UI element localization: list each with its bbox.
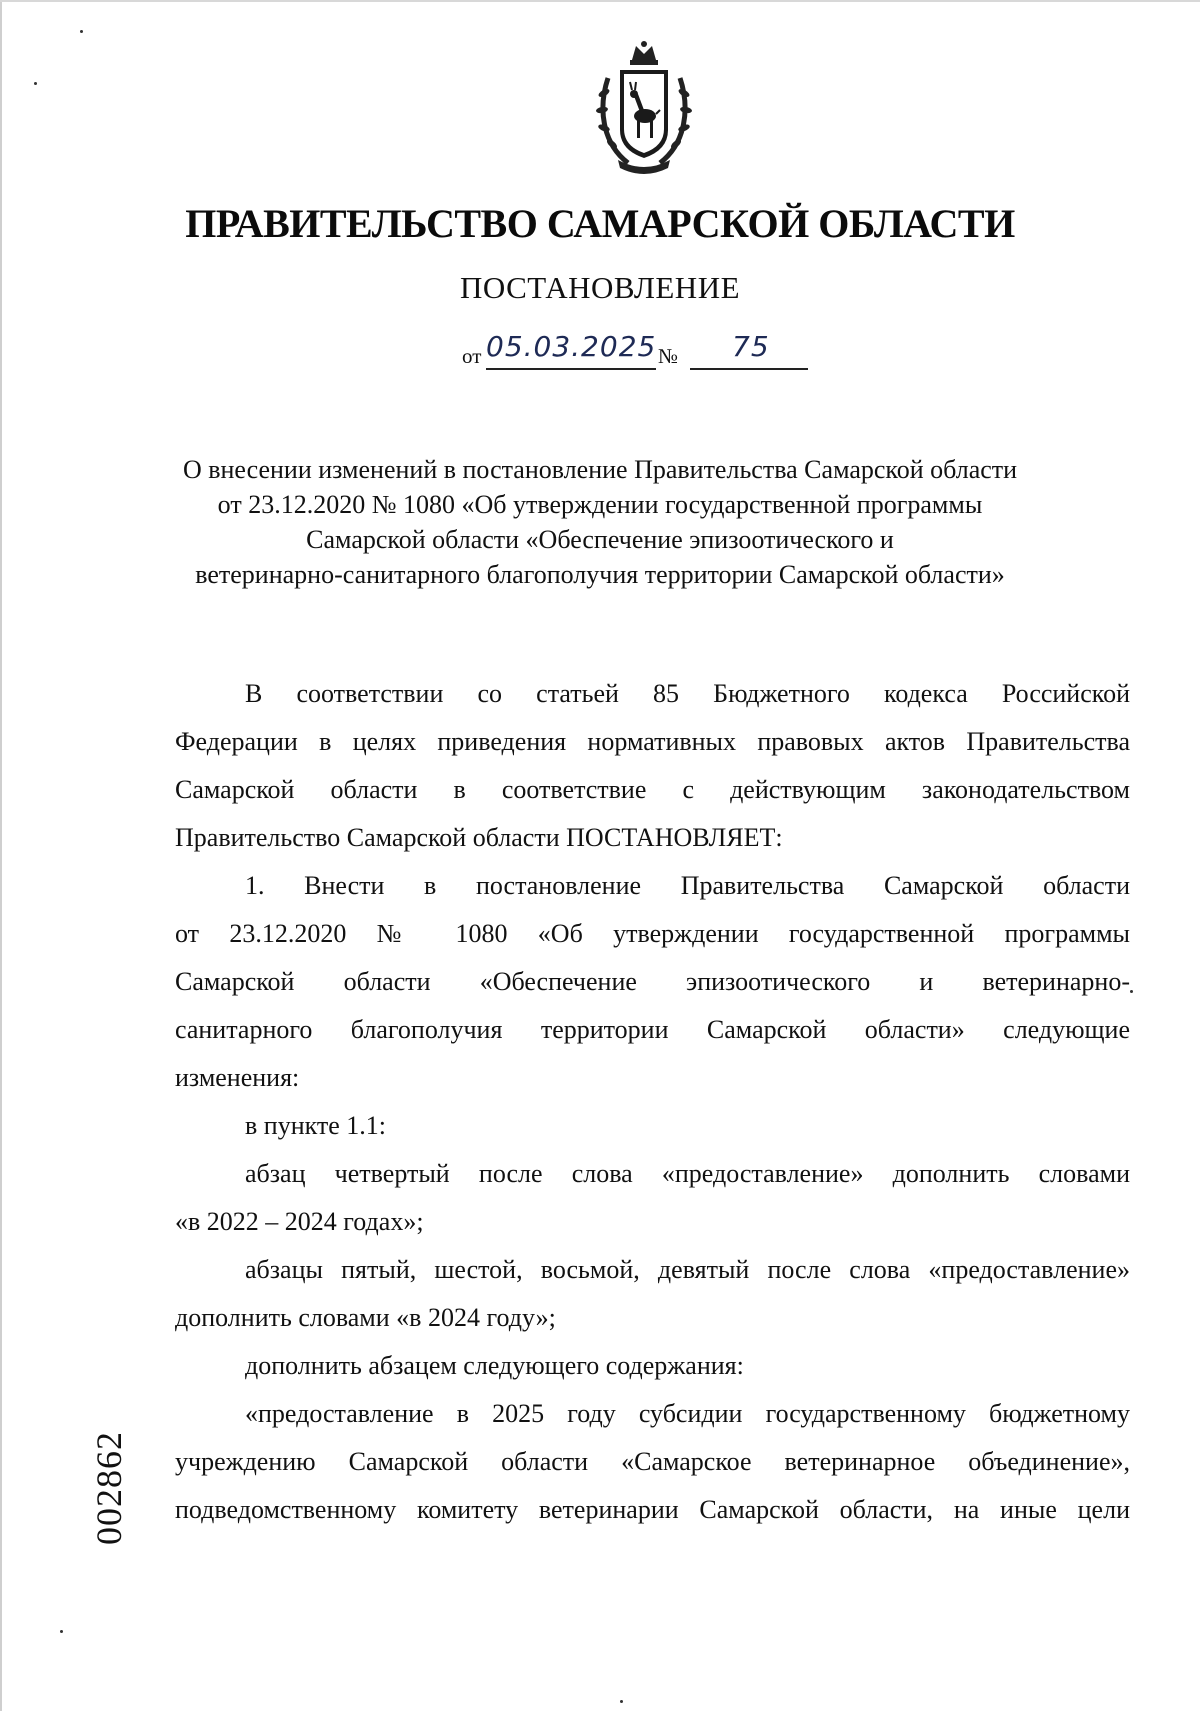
handwritten-date: 05.03.2025 <box>486 330 657 363</box>
body-line: подведомственному комитету ветеринарии Самарской области, на иные цели <box>175 1495 1130 1524</box>
body-line: от 23.12.2020 № 1080 «Об утверждении государственной программы <box>175 919 1130 948</box>
body-line: Федерации в целях приведения нормативных правовых актов Правительства <box>175 727 1130 756</box>
body-line: Самарской области «Обеспечение эпизоотического и ветеринарно- <box>175 967 1130 996</box>
body-line: Самарской области в соответствие с действующим законодательством <box>175 775 1130 804</box>
handwritten-number: 75 <box>732 330 770 363</box>
scan-speck <box>80 30 83 33</box>
scan-speck <box>60 1630 63 1633</box>
date-number-line <box>462 330 862 370</box>
document-type: ПОСТАНОВЛЕНИЕ <box>459 270 741 305</box>
organization-title: ПРАВИТЕЛЬСТВО САМАРСКОЙ ОБЛАСТИ <box>185 201 1015 246</box>
date-prefix: от <box>462 344 482 368</box>
subject-line: Самарской области «Обеспечение эпизоотического и <box>306 525 894 554</box>
subject-line: ветеринарно-санитарного благополучия территории Самарской области» <box>195 560 1005 589</box>
body-line: Правительство Самарской области ПОСТАНОВЛЯЕТ: <box>175 823 783 852</box>
date-underline <box>486 368 656 370</box>
scan-speck <box>1130 990 1133 993</box>
number-prefix: № <box>658 344 679 368</box>
body-line: дополнить абзацем следующего содержания: <box>245 1351 744 1380</box>
number-underline <box>690 368 808 370</box>
coat-of-arms-icon <box>588 38 700 178</box>
scan-speck <box>34 82 37 85</box>
scan-edge-top <box>0 0 1200 2</box>
body-line: в пункте 1.1: <box>245 1111 387 1140</box>
subject-line: О внесении изменений в постановление Правительства Самарской области <box>182 455 1018 484</box>
body-line: учреждению Самарской области «Самарское ветеринарное объединение», <box>175 1447 1130 1476</box>
scan-speck <box>620 1700 623 1703</box>
body-line: В соответствии со статьей 85 Бюджетного кодекса Российской <box>245 679 1130 708</box>
scan-edge-left <box>0 0 2 1711</box>
body-line: «в 2022 – 2024 годах»; <box>175 1207 424 1236</box>
document-subject <box>170 452 1030 592</box>
body-line: изменения: <box>175 1063 300 1092</box>
body-line: абзацы пятый, шестой, восьмой, девятый после слова «предоставление» <box>245 1255 1130 1284</box>
body-line: дополнить словами «в 2024 году»; <box>175 1303 556 1332</box>
subject-line: от 23.12.2020 № 1080 «Об утверждении государственной программы <box>217 490 983 519</box>
document-body <box>175 670 1130 1534</box>
body-line: 1. Внести в постановление Правительства Самарской области <box>245 871 1130 900</box>
body-line: санитарного благополучия территории Самарской области» следующие <box>175 1015 1130 1044</box>
registration-number: 002862 <box>89 1431 129 1545</box>
body-line: абзац четвертый после слова «предоставление» дополнить словами <box>245 1159 1130 1188</box>
body-line: «предоставление в 2025 году субсидии государственному бюджетному <box>245 1399 1130 1428</box>
